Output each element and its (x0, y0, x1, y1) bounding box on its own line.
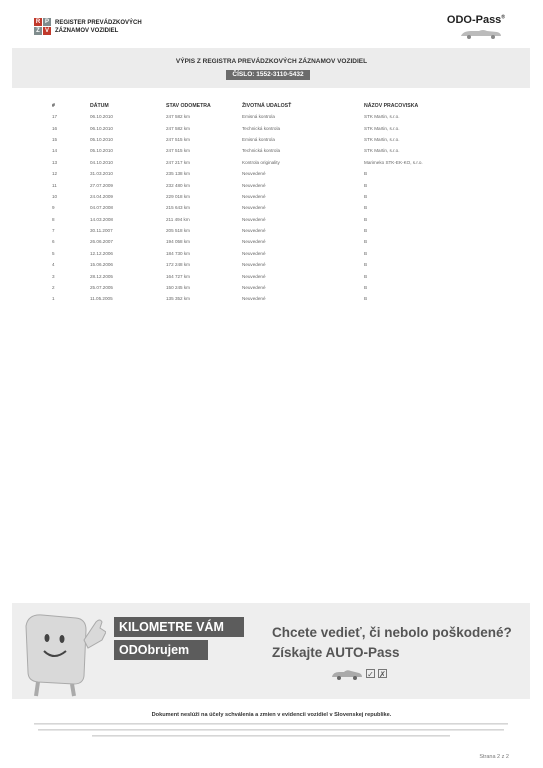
cell-event: Neuvedené (242, 262, 266, 268)
table-row (52, 282, 484, 293)
cell-date: 04.07.2008 (90, 205, 113, 211)
table-row (52, 134, 484, 145)
cell-workplace: STK Martin, s.r.o. (364, 125, 400, 131)
logo-letter-r: R (35, 19, 41, 25)
cell-workplace: B (364, 296, 368, 302)
cell-date: 31.03.2010 (90, 171, 113, 177)
table-row (52, 214, 484, 225)
table-row (52, 111, 484, 122)
cell-index: 4 (52, 262, 55, 268)
cell-odometer: 184 730 km (166, 250, 191, 256)
cell-event: Neuvedené (242, 250, 266, 256)
cell-event: Neuvedené (242, 216, 266, 222)
cell-index: 8 (52, 216, 55, 222)
cell-odometer: 232 480 km (166, 182, 191, 188)
cell-date: 28.12.2005 (90, 273, 113, 279)
logo-line1: REGISTER PREVÁDZKOVÝCH (55, 19, 142, 26)
cell-date: 14.03.2008 (90, 216, 113, 222)
cell-date: 12.12.2006 (90, 250, 113, 256)
cell-workplace: B (364, 285, 368, 291)
table-row (52, 225, 484, 236)
cell-date: 06.10.2010 (90, 125, 113, 131)
cell-index: 17 (52, 114, 58, 120)
banner-question: Chcete vedieť, či nebolo poškodené? (272, 625, 512, 640)
cell-odometer: 135 352 km (166, 296, 191, 302)
cell-index: 13 (52, 159, 58, 165)
cell-workplace: STK Martin, s.r.o. (364, 114, 400, 120)
cell-index: 14 (52, 148, 58, 154)
cell-index: 12 (52, 171, 58, 177)
cell-index: 6 (52, 239, 55, 245)
cell-workplace: B (364, 216, 368, 222)
cell-date: 06.10.2010 (90, 114, 113, 120)
document-number: ČÍSLO: 1552-3110-5432 (226, 70, 310, 80)
check-box-icon: ✓ (367, 670, 374, 679)
cell-workplace: B (364, 262, 368, 268)
cell-index: 9 (52, 205, 55, 211)
cell-event: Neuvedené (242, 228, 266, 234)
cell-event: Neuvedené (242, 285, 266, 291)
cell-workplace: B (364, 228, 368, 234)
cell-event: Technická kontrola (242, 125, 281, 131)
car-icon (457, 27, 505, 39)
cell-index: 2 (52, 285, 55, 291)
cell-date: 04.10.2010 (90, 159, 113, 165)
cell-event: Neuvedené (242, 239, 266, 245)
cell-odometer: 247 515 km (166, 136, 191, 142)
table-row (52, 259, 484, 270)
logo-letter-p: P (44, 19, 49, 25)
cell-index: 15 (52, 136, 58, 142)
cell-odometer: 247 582 km (166, 114, 191, 120)
table-row (52, 157, 484, 168)
cell-workplace: B (364, 193, 368, 199)
cell-date: 05.10.2010 (90, 148, 113, 154)
cell-odometer: 211 494 km (166, 216, 190, 222)
cell-odometer: 247 582 km (166, 125, 191, 131)
col-header-odometer: STAV ODOMETRA (166, 102, 211, 109)
logo-text (55, 19, 142, 35)
cell-event: Neuvedené (242, 205, 266, 211)
table-row (52, 248, 484, 259)
cell-odometer: 205 518 km (166, 228, 191, 234)
cell-date: 25.07.2005 (90, 285, 113, 291)
cell-odometer: 164 727 km (166, 273, 191, 279)
cell-event: Neuvedené (242, 193, 266, 199)
cell-odometer: 247 217 km (166, 159, 191, 165)
cell-index: 5 (52, 250, 55, 256)
cell-event: Kontrola originality (242, 159, 280, 165)
cell-date: 24.04.2009 (90, 193, 113, 199)
cell-index: 10 (52, 193, 58, 199)
table-row (52, 179, 484, 190)
cell-index: 3 (52, 273, 55, 279)
cell-date: 11.05.2005 (90, 296, 113, 302)
cell-workplace: STK Martin, s.r.o. (364, 148, 400, 154)
col-header-event: ŽIVOTNÁ UDALOSŤ (242, 102, 292, 109)
cell-date: 27.07.2009 (90, 182, 113, 188)
cell-event: Neuvedené (242, 182, 266, 188)
cell-workplace: STK Martin, s.r.o. (364, 136, 400, 142)
cell-odometer: 215 643 km (166, 205, 191, 211)
cell-workplace: B (364, 250, 368, 256)
cell-odometer: 150 245 km (166, 285, 191, 291)
cell-workplace: B (364, 182, 368, 188)
cell-date: 15.06.2006 (90, 262, 113, 268)
table-row (52, 236, 484, 247)
cell-odometer: 235 138 km (166, 171, 191, 177)
disclaimer-text-lines (32, 721, 510, 739)
brand-name: ODO-Pass (446, 14, 502, 26)
table-body (52, 111, 484, 305)
cell-index: 7 (52, 228, 55, 234)
table-row (52, 145, 484, 156)
records-table (52, 100, 484, 305)
table-row (52, 168, 484, 179)
cell-date: 26.06.2007 (90, 239, 113, 245)
cell-workplace: B (364, 239, 368, 245)
cell-date: 30.11.2007 (90, 228, 113, 234)
table-row (52, 270, 484, 281)
cell-workplace: B (364, 273, 368, 279)
car-icon (330, 667, 364, 681)
table-row (52, 293, 484, 304)
cell-odometer: 247 515 km (166, 148, 191, 154)
col-header-date: DÁTUM (90, 102, 109, 109)
cell-event: Neuvedené (242, 273, 266, 279)
cell-index: 1 (52, 296, 55, 302)
document-title: VÝPIS Z REGISTRA PREVÁDZKOVÝCH ZÁZNAMOV VOZIDIEL (175, 58, 368, 65)
footer-title: Dokument neslúži na účely schválenia a zmien v evidencii vozidiel v Slovenskej republike. (151, 712, 392, 718)
cell-workplace: Marimeko STK-EK-KO, s.r.o. (364, 159, 423, 165)
cell-odometer: 229 018 km (166, 193, 191, 199)
cell-index: 16 (52, 125, 58, 131)
page-number: Strana 2 z 2 (479, 754, 509, 760)
cell-odometer: 194 058 km (166, 239, 191, 245)
cross-box-icon: ✗ (379, 670, 386, 679)
logo-line2: ZÁZNAMOV VOZIDIEL (55, 27, 119, 34)
logo-letter-z: Z (34, 27, 42, 35)
cell-event: Neuvedené (242, 296, 266, 302)
logo-letter-v: V (44, 28, 49, 34)
header-logo (34, 18, 142, 35)
cell-event: Emisná kontrola (242, 114, 275, 120)
mascot-illustration (16, 606, 106, 698)
col-header-workplace: NÁZOV PRACOVISKA (364, 102, 419, 109)
rpzv-logo-icon (34, 18, 51, 35)
cell-event: Neuvedené (242, 171, 266, 177)
cell-index: 11 (52, 182, 57, 188)
table-header-row (52, 100, 484, 111)
cell-event: Emisná kontrola (242, 136, 275, 142)
cell-workplace: B (364, 205, 368, 211)
cell-workplace: B (364, 171, 368, 177)
cell-event: Technická kontrola (242, 148, 281, 154)
banner-cta: Získajte AUTO-Pass (272, 645, 400, 660)
col-header-index: # (52, 102, 55, 109)
cell-odometer: 172 248 km (166, 262, 191, 268)
banner-line1: KILOMETRE VÁM (114, 617, 244, 637)
odo-pass-brand (447, 14, 505, 44)
footer-disclaimer (32, 721, 510, 741)
table-row (52, 202, 484, 213)
title-band (12, 48, 530, 88)
brand-mark: ® (501, 14, 505, 21)
banner-line2: ODObrujem (114, 640, 208, 660)
table-row (52, 191, 484, 202)
table-row (52, 122, 484, 133)
cell-date: 05.10.2010 (90, 136, 113, 142)
